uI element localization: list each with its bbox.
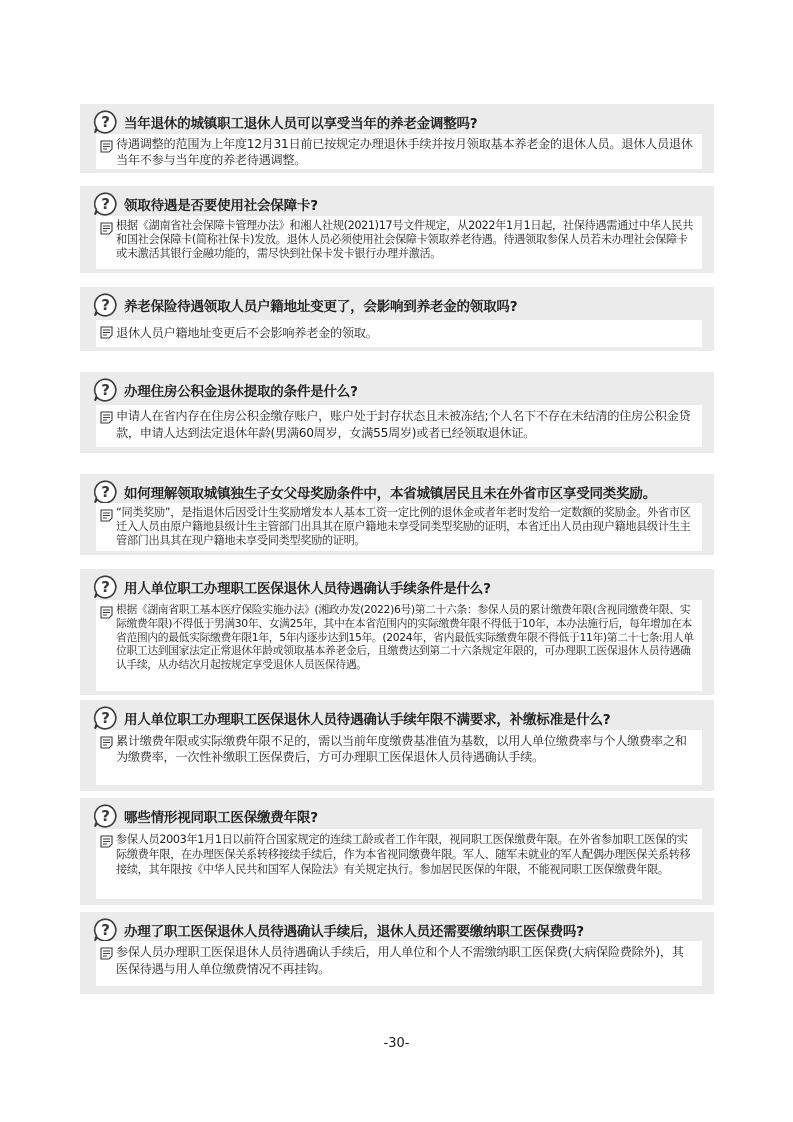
question-mark-icon	[92, 917, 118, 943]
document-note-icon	[100, 835, 113, 848]
faq-answer-box	[96, 829, 702, 899]
svg-text:?: ?	[101, 296, 110, 314]
faq-question-row	[92, 917, 584, 943]
question-mark-icon	[92, 574, 118, 600]
faq-question-row	[92, 705, 610, 731]
svg-text:?: ?	[101, 113, 110, 131]
faq-question: 办理住房公积金退休提取的条件是什么?	[124, 384, 358, 400]
faq-card	[80, 372, 714, 453]
faq-answer-box	[96, 941, 702, 986]
faq-answer-box	[96, 134, 702, 169]
question-mark-icon	[92, 292, 118, 318]
faq-answer: 申请人在省内存在住房公积金缴存账户，账户处于封存状态且未被冻结;个人名下不存在未结清的住房公积金贷款，申请人达到法定退休年龄(男满60周岁，女满55周岁)或者已经领取退休证。	[116, 409, 691, 440]
faq-answer-box	[96, 320, 702, 347]
faq-question: 如何理解领取城镇独生子女父母奖励条件中，本省城镇居民且未在外省市区享受同类奖励。	[124, 486, 656, 502]
faq-card	[80, 104, 714, 173]
document-note-icon	[100, 947, 113, 960]
question-mark-icon	[92, 705, 118, 731]
faq-card	[80, 474, 714, 555]
question-mark-icon	[92, 109, 118, 135]
svg-text:?: ?	[101, 483, 110, 501]
faq-answer: 根据《湖南省职工基本医疗保险实施办法》(湘政办发(2022)6号)第二十六条：参保人员的累计缴费年限(含视同缴费年限、实际缴费年限)不得低于男满30年、女满25年，其中在本省范围内的实际缴费年限不得低于10年，本办法施行后，每年增加在本省范围内的最低实际缴费年限1年，5年内逐步达到15年。(2024年，省内最低实际缴费年限不得低于11年)第二十七条:用人单位职工达到国家法定正常退休年龄或领取基本养老金后，且缴费达到第二十六条规定年限的，可办理职工医保退休人员待遇确认手续，从办结次月起按规定享受退休人员医保待遇。	[116, 603, 694, 672]
faq-answer-box	[96, 405, 702, 447]
faq-question-row	[92, 191, 318, 217]
document-note-icon	[100, 326, 113, 339]
document-note-icon	[100, 140, 113, 153]
question-mark-icon	[92, 191, 118, 217]
faq-card	[80, 186, 714, 273]
document-note-icon	[100, 222, 113, 235]
faq-question: 用人单位职工办理职工医保退休人员待遇确认手续年限不满要求，补缴标准是什么?	[124, 712, 611, 728]
faq-answer: 参保人员办理职工医保退休人员待遇确认手续后，用人单位和个人不需缴纳职工医保费(大病保险费除外)，其医保待遇与用人单位缴费情况不再挂钩。	[116, 945, 684, 976]
faq-answer: “同类奖励”，是指退休后因受计生奖励增发本人基本工资一定比例的退休金或者年老时发给一定数额的奖励金。外省市区迁入人员由原户籍地县级计生主管部门出具其在原户籍地未享受同类型奖励的证明，本省迁出人员由现户籍地县级计生主管部门出具其在现户籍地未享受同类型奖励的证明。	[116, 506, 691, 547]
faq-answer: 退休人员户籍地址变更后不会影响养老金的领取。	[116, 326, 378, 340]
faq-answer-box	[96, 216, 702, 269]
svg-text:?: ?	[101, 195, 110, 213]
svg-text:?: ?	[101, 921, 110, 939]
document-note-icon	[100, 411, 113, 424]
faq-answer-box	[96, 503, 702, 551]
document-note-icon	[100, 606, 113, 619]
svg-text:?: ?	[101, 709, 110, 727]
faq-question-row	[92, 377, 358, 403]
faq-question-row	[92, 292, 517, 318]
faq-question: 办理了职工医保退休人员待遇确认手续后，退休人员还需要缴纳职工医保费吗?	[124, 924, 584, 940]
faq-answer-box	[96, 600, 702, 691]
faq-answer: 根据《湖南省社会保障卡管理办法》和湘人社规(2021)17号文件规定，从2022年1月1日起，社保待遇需通过中华人民共和国社会保障卡(简称社保卡)发放。退休人员必须使用社会保障卡领取养老待遇。待遇领取参保人员若未办理社会保障卡或未激活其银行金融功能的，需尽快到社保卡发卡银行办理并激活。	[116, 219, 693, 260]
faq-card	[80, 912, 714, 994]
faq-answer: 待遇调整的范围为上年度12月31日前已按规定办理退休手续并按月领取基本养老金的退休人员。退休人员退休当年不参与当年度的养老待遇调整。	[116, 137, 693, 167]
question-mark-icon	[92, 803, 118, 829]
question-mark-icon	[92, 479, 118, 505]
faq-question-row	[92, 803, 318, 829]
faq-card	[80, 287, 714, 351]
faq-question: 哪些情形视同职工医保缴费年限?	[124, 810, 318, 826]
faq-answer: 参保人员2003年1月1日以前符合国家规定的连续工龄或者工作年限，视同职工医保缴费年限。在外省参加职工医保的实际缴费年限，在办理医保关系转移接续手续后，作为本省视同缴费年限。军人、随军未就业的军人配偶办理医保关系转移接续，其年限按《中华人民共和国军人保险法》有关规定执行。参加居民医保的年限，不能视同职工医保缴费年限。	[116, 833, 691, 876]
faq-question: 当年退休的城镇职工退休人员可以享受当年的养老金调整吗?	[124, 116, 478, 132]
faq-card	[80, 700, 714, 791]
faq-question: 养老保险待遇领取人员户籍地址变更了，会影响到养老金的领取吗?	[124, 299, 518, 315]
faq-question-row	[92, 574, 491, 600]
page-number: -30-	[383, 1036, 410, 1051]
svg-text:?: ?	[101, 807, 110, 825]
document-note-icon	[100, 736, 113, 749]
svg-text:?: ?	[101, 578, 110, 596]
faq-card	[80, 798, 714, 905]
faq-question-row	[92, 109, 477, 135]
faq-question-row	[92, 479, 656, 505]
faq-card	[80, 569, 714, 695]
faq-question: 领取待遇是否要使用社会保障卡?	[124, 198, 318, 214]
document-note-icon	[100, 509, 113, 522]
faq-answer-box	[96, 730, 702, 785]
faq-question: 用人单位职工办理职工医保退休人员待遇确认手续条件是什么?	[124, 581, 491, 597]
faq-answer: 累计缴费年限或实际缴费年限不足的，需以当前年度缴费基准值为基数，以用人单位缴费率与个人缴费率之和为缴费率，一次性补缴职工医保费后，方可办理职工医保退休人员待遇确认手续。	[116, 734, 687, 764]
question-mark-icon	[92, 377, 118, 403]
svg-text:?: ?	[101, 381, 110, 399]
